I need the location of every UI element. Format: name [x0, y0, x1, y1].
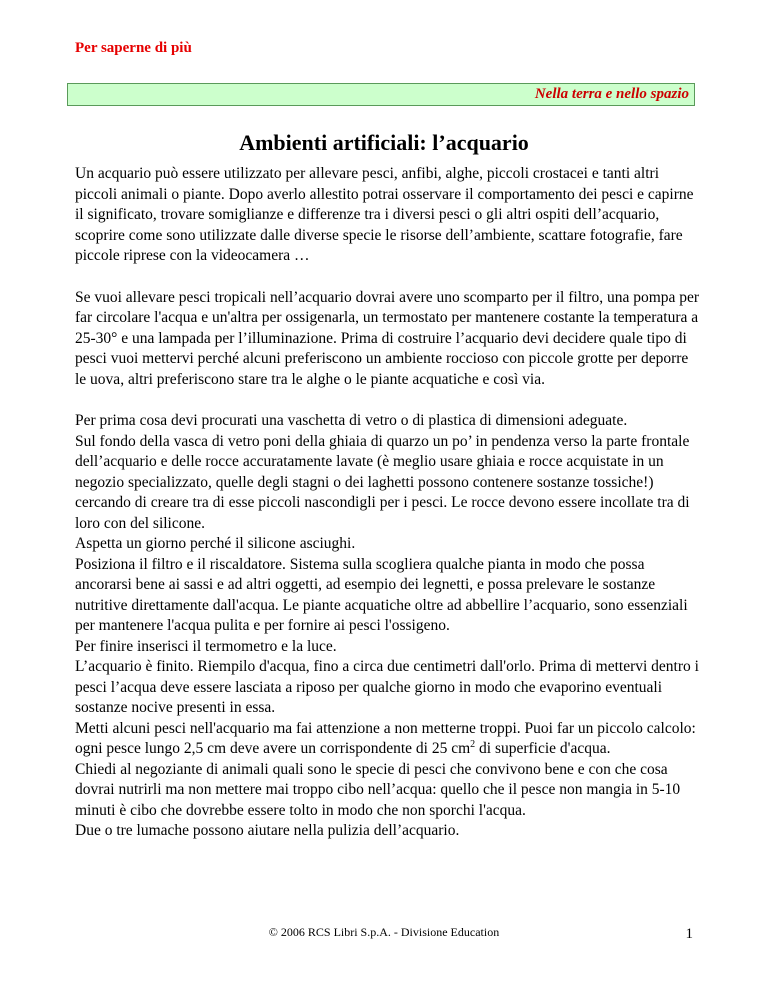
step-line: Per prima cosa devi procurati una vaschetta di vetro o di plastica di dimensioni adeguate.	[75, 412, 628, 429]
tropical-fish-paragraph: Se vuoi allevare pesci tropicali nell’acquario dovrai avere uno scomparto per il filtro, una pompa per far circolare l'acqua e un'altra per ossigenarla, un termostato per mantenere costante la temperatura a 25-30° e una lampada per l’illuminazione. Prima di costruire l’acquario devi decidere quale tipo di pesci vuoi mettervi perché alcuni preferiscono un ambiente roccioso con piccole grotte per deporre le uova, altri preferiscono stare tra le alghe o le piante acquatiche e così via.	[75, 288, 700, 388]
section-banner: Nella terra e nello spazio	[67, 83, 695, 106]
step-line: Posiziona il filtro e il riscaldatore. Sistema sulla scogliera qualche pianta in modo che possa ancorarsi bene ai sassi e ad altri oggetti, ad esempio dei legnetti, e possa prelevare le sostanze nutritive direttamente dall'acqua. Le piante acquatiche oltre ad abbellire l’acquario, sono essenziali per mantenere l'acqua pulita e per fornire ai pesci l'ossigeno.	[75, 555, 688, 634]
step-line: Per finire inserisci il termometro e la luce.	[75, 637, 337, 655]
step-line: Aspetta un giorno perché il silicone asciughi.	[75, 535, 356, 552]
step-line: Chiedi al negoziante di animali quali sono le specie di pesci che convivono bene e con che cosa dovrai nutrirli ma non mettere mai troppo cibo nell’acqua: quello che il pesce non mangia in 5-10 minuti è cibo che dovrebbe essere tolto in modo che non sporchi l'acqua.	[75, 760, 681, 819]
step-line: Sul fondo della vasca di vetro poni della ghiaia di quarzo un po’ in pendenza verso la parte frontale dell’acquario e delle rocce accuratamente lavate (è meglio usare ghiaia e rocce acquistate in un negozio specializzato, quelle degli stagni o dei laghetti possono contenere sostanze tossiche!) cercando di creare tra di esse piccoli nascondigli per i pesci. Le rocce devono essere incollate tra di loro con del silicone.	[75, 432, 690, 532]
step-text: Metti alcuni pesci nell'acquario ma fai attenzione a non metterne troppi. Puoi far un piccolo calcolo: ogni pesce lungo 2,5 cm deve avere un corrispondente di 25 cm	[75, 719, 696, 757]
article-body	[75, 164, 700, 842]
superscript: 2	[470, 738, 476, 750]
kicker-label: Per saperne di più	[75, 40, 192, 56]
step-text: di superficie d'acqua.	[475, 740, 611, 757]
step-line	[75, 719, 700, 760]
step-line: Due o tre lumache possono aiutare nella pulizia dell’acquario.	[75, 822, 460, 839]
footer-copyright: © 2006 RCS Libri S.p.A. - Divisione Education	[268, 925, 500, 939]
instructions-block	[75, 411, 700, 842]
intro-paragraph: Un acquario può essere utilizzato per allevare pesci, anfibi, alghe, piccoli crostacei e tanti altri piccoli animali o piante. Dopo averlo allestito potrai osservare il comportamento dei pesci e capirne il significato, trovare somiglianze e differenze tra i diversi pesci o gli altri ospiti dell’acquario, scoprire come sono utilizzate dalle diverse specie le risorse dell’ambiente, scattare fotografie, fare piccole riprese con la videocamera …	[75, 165, 694, 264]
page-title: Ambienti artificiali: l’acquario	[239, 130, 529, 155]
step-line: L’acquario è finito. Riempilo d'acqua, fino a circa due centimetri dall'orlo. Prima di mettervi dentro i pesci l’acqua deve essere lasciata a riposo per qualche giorno in modo che evaporino eventuali sostanze nocive presenti in essa.	[75, 658, 699, 716]
page-number: 1	[685, 926, 693, 942]
